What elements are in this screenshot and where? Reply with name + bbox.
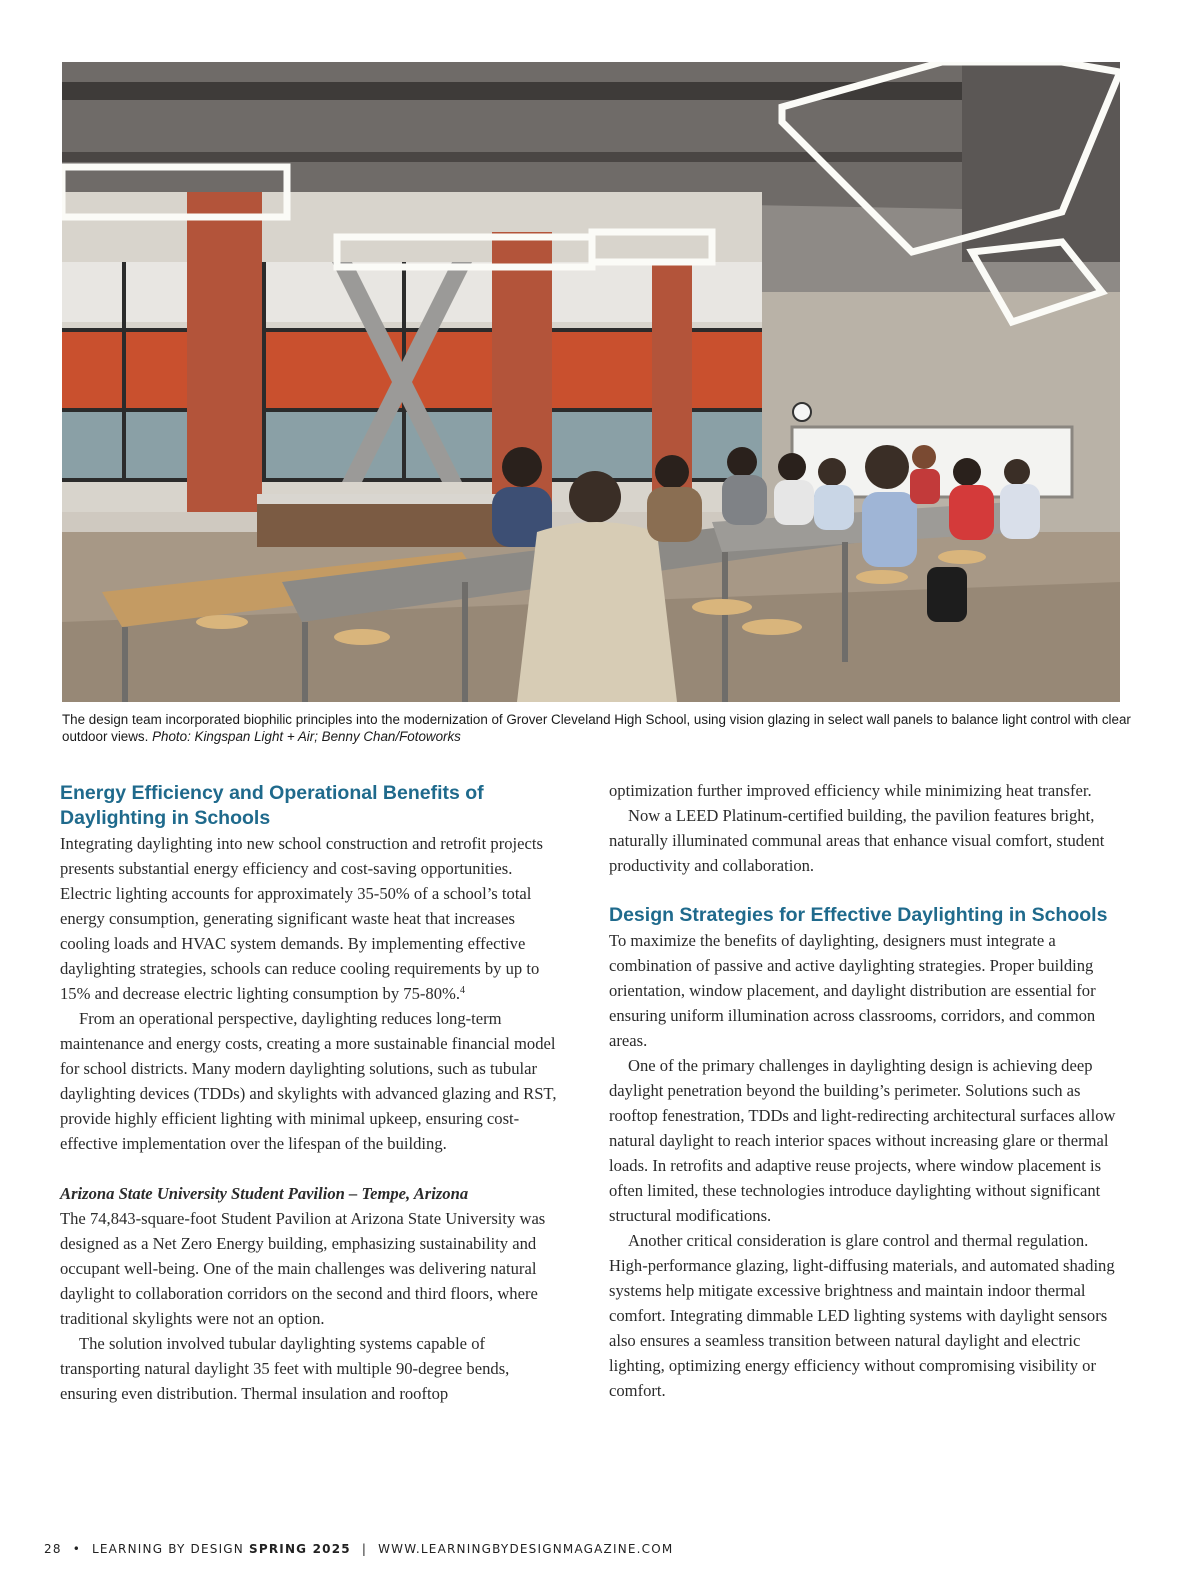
footer-bullet: • xyxy=(72,1542,81,1556)
caption-credit: Photo: Kingspan Light + Air; Benny Chan/Fotoworks xyxy=(152,729,461,744)
photo-caption xyxy=(62,711,1132,745)
paragraph: optimization further improved efficiency while minimizing heat transfer. xyxy=(609,781,1092,800)
paragraph: Another critical consideration is glare control and thermal regulation. High-performance glazing, light-diffusing materials, and automated shading systems help mitigate excessive brightness and maintain indoor thermal comfort. Integrating dimmable LED lighting systems with daylight sensors also ensures a seamless transition between natural daylight and electric lighting, optimizing energy efficiency without compromising visibility or comfort. xyxy=(609,1231,1115,1400)
classroom-illustration xyxy=(62,62,1120,702)
footnote-reference: 4 xyxy=(459,985,465,996)
section-heading-energy-efficiency: Energy Efficiency and Operational Benefits of Daylighting in Schools xyxy=(60,782,484,829)
caption-text: The design team incorporated biophilic principles into the modernization of Grover Cleveland High School, using vision glazing in select wall panels to balance light control with clear outdoor views. xyxy=(62,712,1131,744)
paragraph-text: Integrating daylighting into new school construction and retrofit projects presents substantial energy efficiency and cost-saving opportunities. Electric lighting accounts for approximately 35-50% of a school’s total energy consumption, generating significant waste heat that increases cooling loads and HVAC system demands. By implementing effective daylighting strategies, schools can reduce cooling requirements by up to 15% and decrease electric lighting consumption by 75-80%. xyxy=(60,834,543,1003)
case-study-heading: Arizona State University Student Pavilion – Tempe, Arizona xyxy=(60,1184,469,1203)
paragraph: Now a LEED Platinum-certified building, the pavilion features bright, naturally illuminated communal areas that enhance visual comfort, student productivity and collaboration. xyxy=(609,806,1105,875)
footer-divider: | xyxy=(361,1542,368,1556)
paragraph: One of the primary challenges in daylighting design is achieving deep daylight penetration beyond the building’s perimeter. Solutions such as rooftop fenestration, TDDs and light-redirecting architectural surfaces allow natural daylight to reach interior spaces without increasing glare or thermal loads. In retrofits and adaptive reuse projects, where window placement is often limited, these technologies introduce daylighting without significant structural modifications. xyxy=(609,1056,1116,1225)
paragraph: From an operational perspective, daylighting reduces long-term maintenance and energy costs, creating a more sustainable financial model for school districts. Many modern daylighting solutions, such as tubular daylighting devices (TDDs) and skylights with advanced glazing and RST, provide highly efficient lighting with minimal upkeep, ensuring cost-effective implementation over the lifespan of the building. xyxy=(60,1009,557,1153)
page-footer xyxy=(44,1542,673,1556)
paragraph: The 74,843-square-foot Student Pavilion at Arizona State University was designed as a Net Zero Energy building, emphasizing sustainability and occupant well-being. One of the main challenges was delivering natural daylight to collaboration corridors on the second and third floors, where traditional skylights were not an option. xyxy=(60,1209,546,1328)
section-heading-design-strategies: Design Strategies for Effective Daylighting in Schools xyxy=(609,904,1108,926)
magazine-name: LEARNING BY DESIGN xyxy=(91,1542,244,1556)
right-column xyxy=(609,778,1121,1403)
page-number: 28 xyxy=(44,1542,62,1556)
paragraph: The solution involved tubular daylighting systems capable of transporting natural daylight 35 feet with multiple 90-degree bends, ensuring even distribution. Thermal insulation and rooftop xyxy=(60,1334,510,1403)
left-column xyxy=(60,778,568,1406)
classroom-photo xyxy=(62,62,1120,702)
paragraph xyxy=(60,831,568,1006)
issue-label: SPRING 2025 xyxy=(249,1542,351,1556)
paragraph: To maximize the benefits of daylighting, designers must integrate a combination of passive and active daylighting strategies. Proper building orientation, window placement, and daylight distribution are essential for ensuring uniform illumination across classrooms, corridors, and common areas. xyxy=(609,931,1096,1050)
website-url: WWW.LEARNINGBYDESIGNMAGAZINE.COM xyxy=(378,1542,674,1556)
